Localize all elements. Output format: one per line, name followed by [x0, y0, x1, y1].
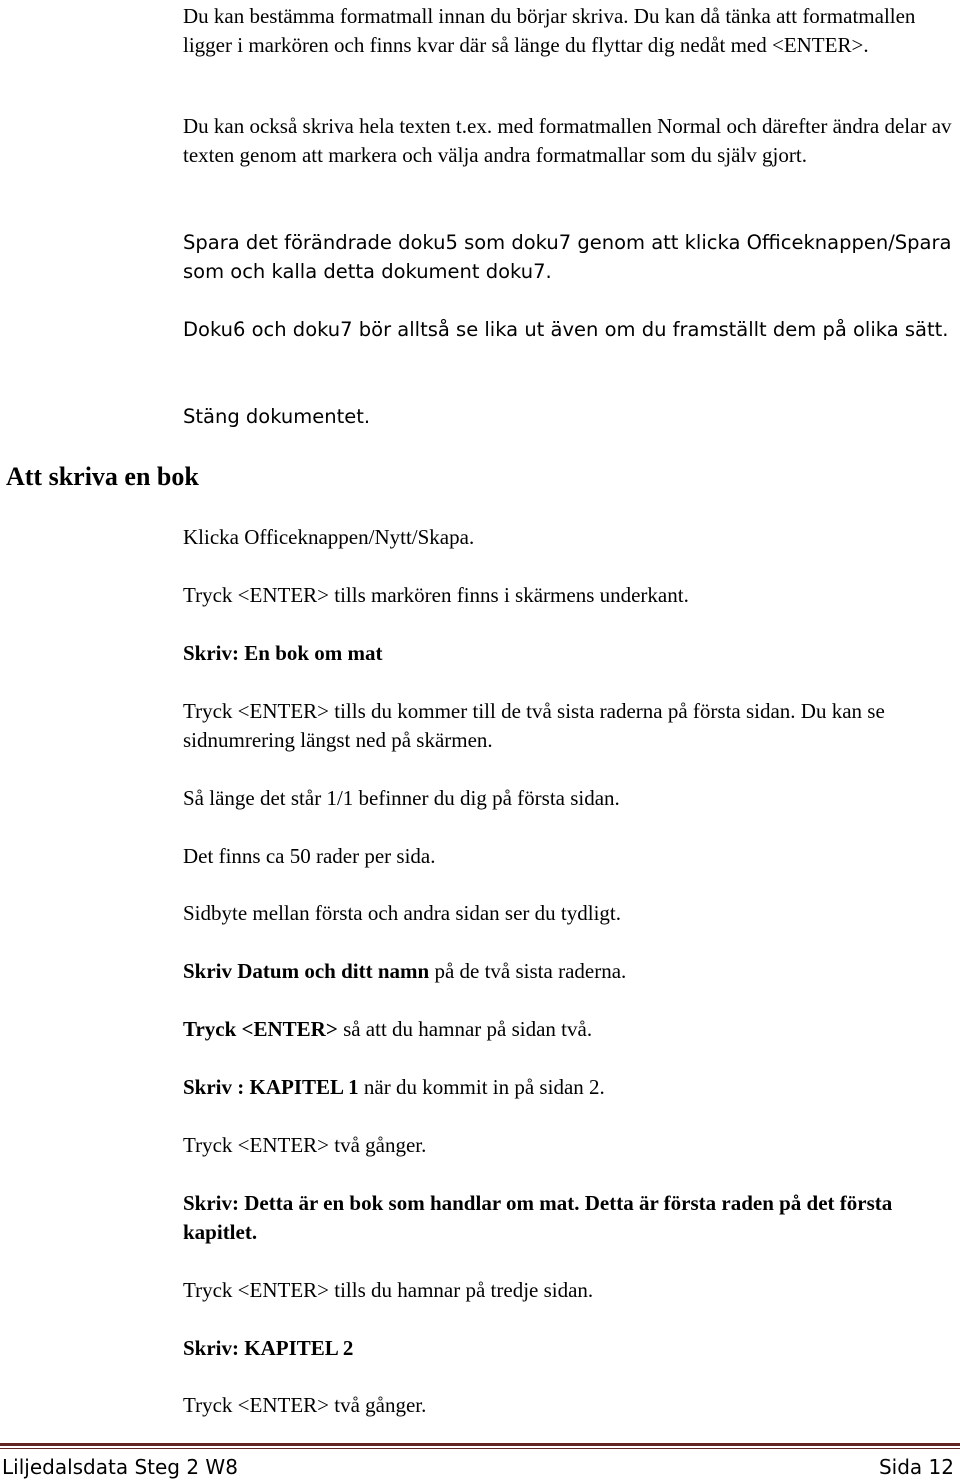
step-9	[183, 1015, 955, 1044]
intro-paragraph-1: Du kan bestämma formatmall innan du börjar skriva. Du kan då tänka att formatmallen ligger i markören och finns kvar där så länge du flyttar dig nedåt med <ENTER>.	[183, 4, 916, 57]
step-10-bold: Skriv : KAPITEL 1	[183, 1075, 359, 1099]
step-10	[183, 1073, 955, 1102]
step-12: Skriv: Detta är en bok som handlar om mat. Detta är första raden på det första kapitlet.	[183, 1191, 893, 1244]
page-number: Sida 12	[878, 1455, 954, 1479]
footer-rule-thick	[0, 1443, 960, 1446]
step-9-rest: så att du hamnar på sidan två.	[337, 1017, 593, 1041]
step-15: Tryck <ENTER> två gånger.	[183, 1393, 427, 1417]
step-8	[183, 957, 955, 986]
step-5: Så länge det står 1/1 befinner du dig på första sidan.	[183, 786, 620, 810]
step-1: Klicka Officeknappen/Nytt/Skapa.	[183, 525, 475, 549]
step-6: Det finns ca 50 rader per sida.	[183, 844, 436, 868]
step-10-rest: när du kommit in på sidan 2.	[358, 1075, 605, 1099]
step-4: Tryck <ENTER> tills du kommer till de två sista raderna på första sidan. Du kan se sidnumrering längst ned på skärmen.	[183, 699, 885, 752]
footer-title: Liljedalsdata Steg 2 W8	[2, 1455, 238, 1479]
compare-note: Doku6 och doku7 bör alltså se lika ut även om du framställt dem på olika sätt.	[183, 318, 949, 341]
step-8-bold: Skriv Datum och ditt namn	[183, 959, 430, 983]
step-14: Skriv: KAPITEL 2	[183, 1336, 354, 1360]
footer-rule-thin	[0, 1448, 960, 1449]
section-heading: Att skriva en bok	[6, 462, 199, 491]
step-3: Skriv: En bok om mat	[183, 641, 383, 665]
save-instruction: Spara det förändrade doku5 som doku7 genom att klicka Officeknappen/Spara som och kalla detta dokument doku7.	[183, 231, 952, 283]
step-11: Tryck <ENTER> två gånger.	[183, 1133, 427, 1157]
step-2: Tryck <ENTER> tills markören finns i skärmens underkant.	[183, 583, 689, 607]
step-7: Sidbyte mellan första och andra sidan ser du tydligt.	[183, 901, 621, 925]
close-instruction: Stäng dokumentet.	[183, 405, 371, 428]
step-13: Tryck <ENTER> tills du hamnar på tredje sidan.	[183, 1278, 594, 1302]
step-9-bold: Tryck <ENTER>	[183, 1017, 338, 1041]
intro-paragraph-2: Du kan också skriva hela texten t.ex. med formatmallen Normal och därefter ändra delar av texten genom att markera och välja andra formatmallar som du själv gjort.	[183, 114, 952, 167]
step-8-rest: på de två sista raderna.	[429, 959, 627, 983]
